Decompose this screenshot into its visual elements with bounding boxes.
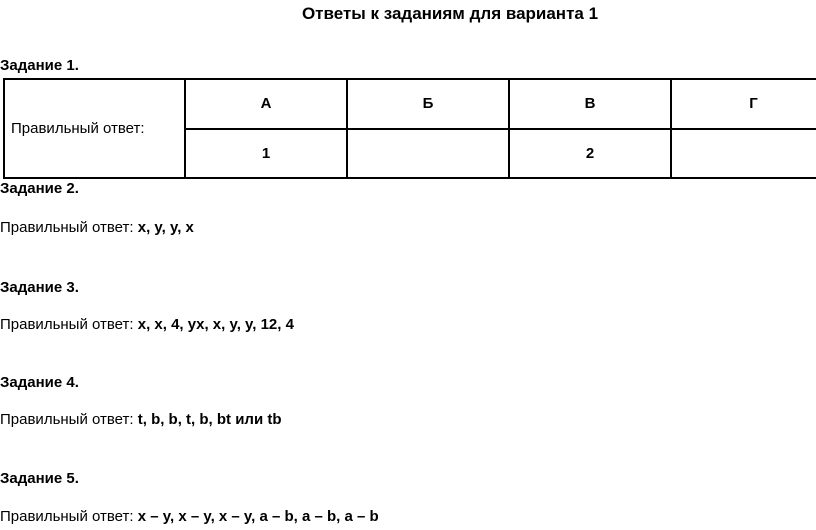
answer-cell-a: 1 bbox=[185, 129, 347, 179]
row-label-correct-answer: Правильный ответ: bbox=[4, 79, 185, 178]
column-header-a: А bbox=[185, 79, 347, 129]
column-header-b: Б bbox=[347, 79, 509, 129]
table-header-row bbox=[4, 79, 816, 129]
task-4-answer bbox=[0, 411, 282, 428]
answer-value: t, b, b, t, b, bt или tb bbox=[137, 411, 282, 428]
answer-cell-g bbox=[671, 129, 816, 179]
column-header-g: Г bbox=[671, 79, 816, 129]
task-5-heading: Задание 5. bbox=[0, 470, 79, 487]
task-2-answer bbox=[0, 219, 194, 236]
task-1-heading: Задание 1. bbox=[0, 57, 79, 74]
answer-label: Правильный ответ: bbox=[0, 411, 138, 428]
answer-label: Правильный ответ: bbox=[0, 219, 138, 236]
answer-cell-b bbox=[347, 129, 509, 179]
answer-value: x, x, 4, yx, x, y, y, 12, 4 bbox=[137, 316, 294, 333]
task-3-heading: Задание 3. bbox=[0, 279, 79, 296]
answer-cell-v: 2 bbox=[509, 129, 671, 179]
answer-value: x, y, y, x bbox=[137, 219, 194, 236]
task-2-heading: Задание 2. bbox=[0, 180, 79, 197]
task-4-heading: Задание 4. bbox=[0, 374, 79, 391]
column-header-v: В bbox=[509, 79, 671, 129]
task-3-answer bbox=[0, 316, 294, 333]
task-1-answer-table bbox=[3, 78, 816, 179]
answer-label: Правильный ответ: bbox=[0, 316, 138, 333]
answer-value: x – y, x – y, x – y, a – b, a – b, a – b bbox=[137, 508, 379, 525]
answer-label: Правильный ответ: bbox=[0, 508, 138, 525]
page-title: Ответы к заданиям для варианта 1 bbox=[301, 4, 599, 23]
task-5-answer bbox=[0, 508, 379, 525]
